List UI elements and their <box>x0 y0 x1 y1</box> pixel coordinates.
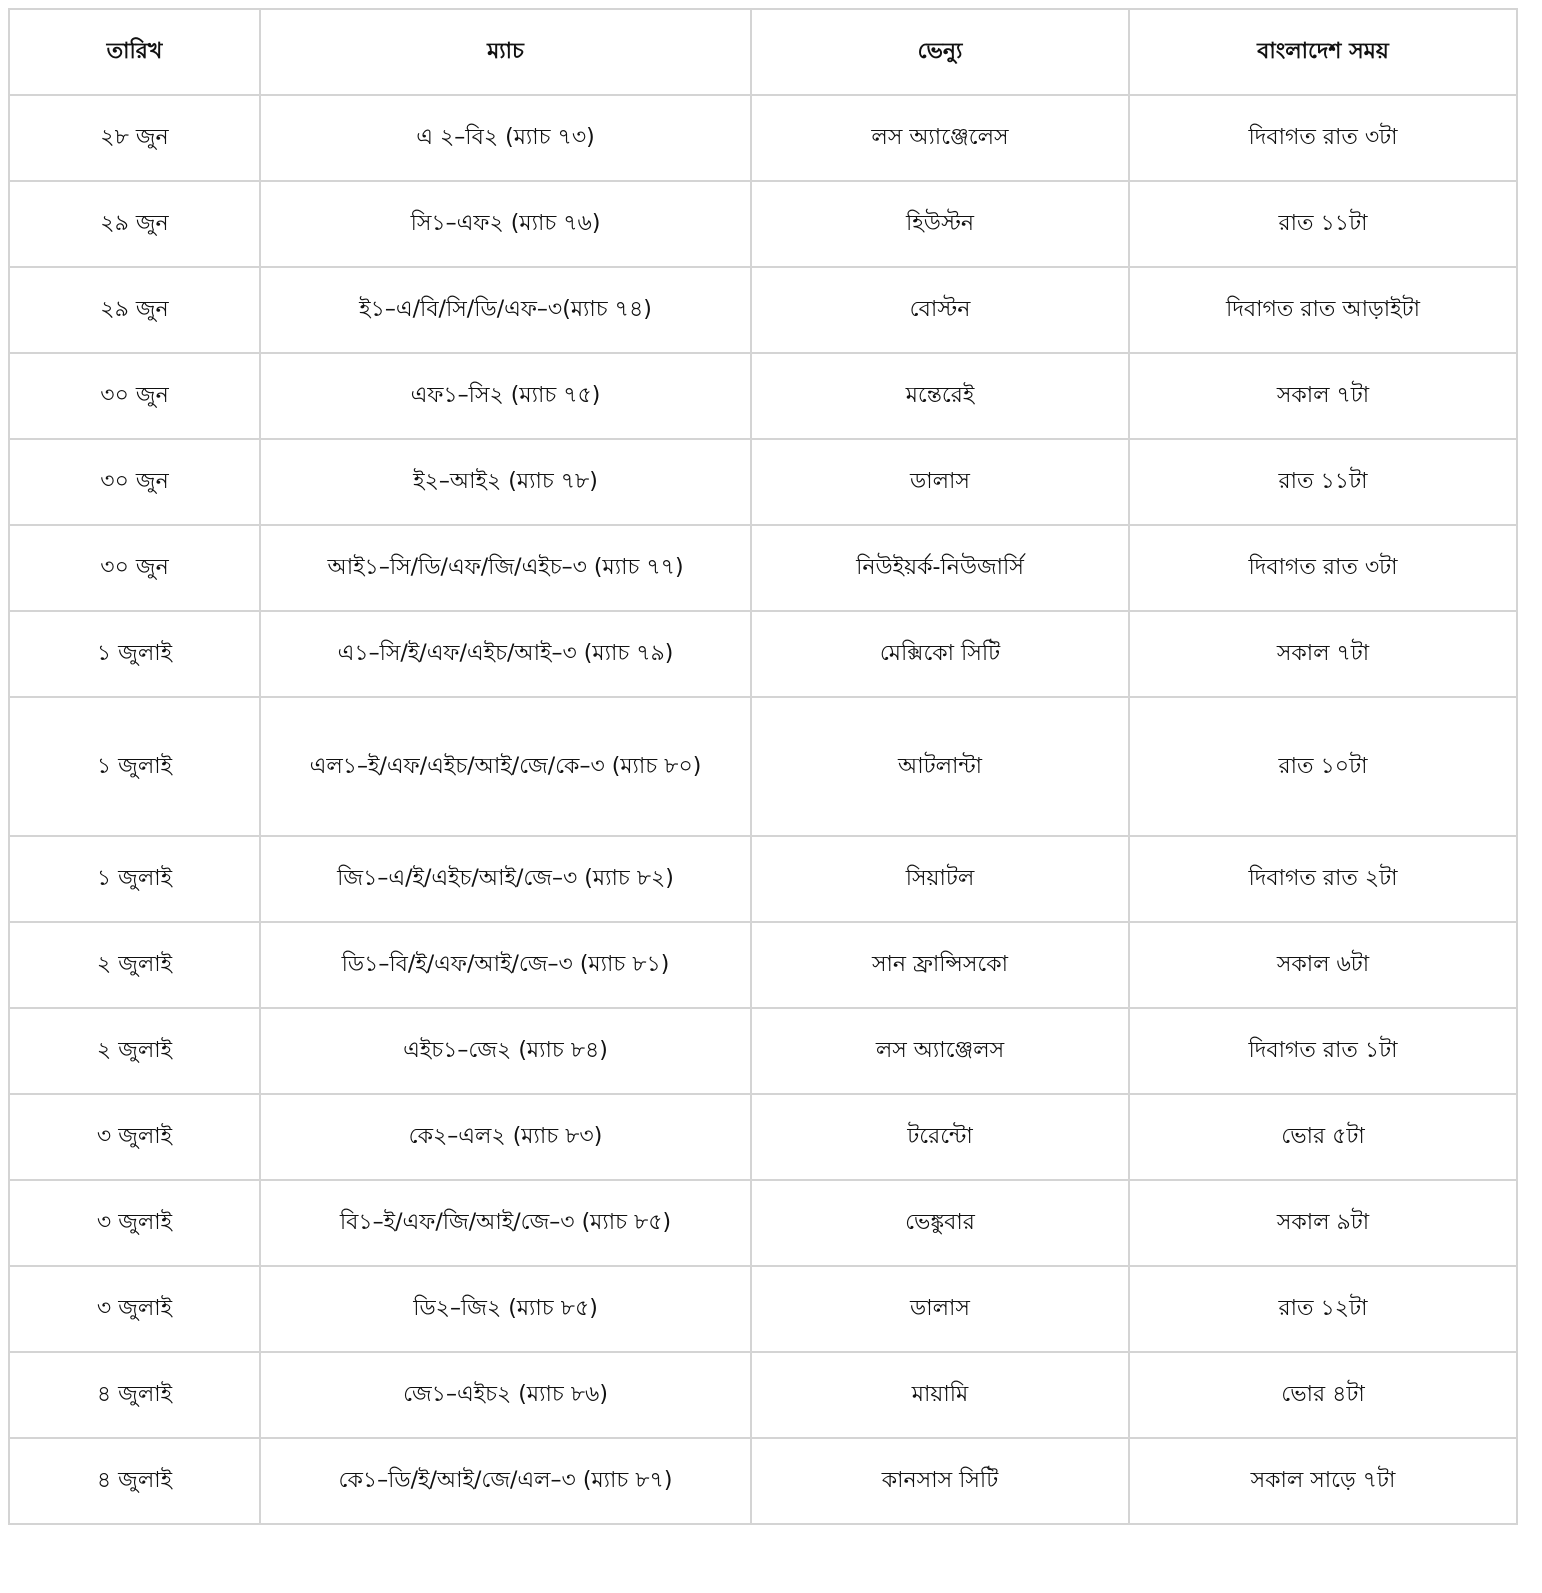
cell-time: সকাল ৭টা <box>1129 353 1517 439</box>
header-bangladesh-time: বাংলাদেশ সময় <box>1129 9 1517 95</box>
cell-venue: মেক্সিকো সিটি <box>751 611 1129 697</box>
cell-date: ২৯ জুন <box>9 181 260 267</box>
table-row <box>9 1438 1517 1524</box>
cell-match: এফ১–সি২ (ম্যাচ ৭৫) <box>260 353 751 439</box>
cell-venue: মন্তেরেই <box>751 353 1129 439</box>
cell-date: ৪ জুলাই <box>9 1352 260 1438</box>
cell-time: সকাল ৬টা <box>1129 922 1517 1008</box>
cell-venue: মায়ামি <box>751 1352 1129 1438</box>
table-row <box>9 1180 1517 1266</box>
table-body <box>9 95 1517 1524</box>
cell-date: ২৮ জুন <box>9 95 260 181</box>
cell-venue: সান ফ্রান্সিসকো <box>751 922 1129 1008</box>
cell-time: ভোর ৫টা <box>1129 1094 1517 1180</box>
table-row <box>9 439 1517 525</box>
table-row <box>9 181 1517 267</box>
header-date: তারিখ <box>9 9 260 95</box>
cell-date: ৩ জুলাই <box>9 1094 260 1180</box>
cell-date: ১ জুলাই <box>9 611 260 697</box>
table-row <box>9 525 1517 611</box>
cell-date: ৩০ জুন <box>9 439 260 525</box>
table-row <box>9 611 1517 697</box>
cell-match: সি১–এফ২ (ম্যাচ ৭৬) <box>260 181 751 267</box>
cell-time: দিবাগত রাত ২টা <box>1129 836 1517 922</box>
cell-time: রাত ১১টা <box>1129 439 1517 525</box>
table-row <box>9 1008 1517 1094</box>
cell-venue: লস অ্যাঞ্জেলেস <box>751 95 1129 181</box>
cell-match: জে১–এইচ২ (ম্যাচ ৮৬) <box>260 1352 751 1438</box>
schedule-table-container <box>8 8 1516 1525</box>
cell-time: ভোর ৪টা <box>1129 1352 1517 1438</box>
cell-venue: টরেন্টো <box>751 1094 1129 1180</box>
cell-time: দিবাগত রাত ১টা <box>1129 1008 1517 1094</box>
table-row <box>9 922 1517 1008</box>
cell-date: ২ জুলাই <box>9 1008 260 1094</box>
cell-date: ৩ জুলাই <box>9 1180 260 1266</box>
header-venue: ভেন্যু <box>751 9 1129 95</box>
table-row <box>9 1352 1517 1438</box>
cell-date: ২৯ জুন <box>9 267 260 353</box>
cell-date: ৩০ জুন <box>9 353 260 439</box>
table-row <box>9 697 1517 836</box>
table-row <box>9 267 1517 353</box>
cell-time: রাত ১১টা <box>1129 181 1517 267</box>
table-row <box>9 353 1517 439</box>
cell-date: ১ জুলাই <box>9 836 260 922</box>
cell-venue: কানসাস সিটি <box>751 1438 1129 1524</box>
cell-time: দিবাগত রাত ৩টা <box>1129 525 1517 611</box>
schedule-table <box>8 8 1518 1525</box>
cell-match: এইচ১–জে২ (ম্যাচ ৮৪) <box>260 1008 751 1094</box>
cell-time: সকাল সাড়ে ৭টা <box>1129 1438 1517 1524</box>
cell-match: এ১–সি/ই/এফ/এইচ/আই–৩ (ম্যাচ ৭৯) <box>260 611 751 697</box>
cell-time: সকাল ৭টা <box>1129 611 1517 697</box>
table-header <box>9 9 1517 95</box>
cell-date: ২ জুলাই <box>9 922 260 1008</box>
cell-match: এ ২–বি২ (ম্যাচ ৭৩) <box>260 95 751 181</box>
cell-match: বি১–ই/এফ/জি/আই/জে–৩ (ম্যাচ ৮৫) <box>260 1180 751 1266</box>
cell-match: ই২–আই২ (ম্যাচ ৭৮) <box>260 439 751 525</box>
cell-match: ডি২–জি২ (ম্যাচ ৮৫) <box>260 1266 751 1352</box>
cell-match: এল১–ই/এফ/এইচ/আই/জে/কে–৩ (ম্যাচ ৮০) <box>260 697 751 836</box>
table-row <box>9 95 1517 181</box>
header-row <box>9 9 1517 95</box>
table-row <box>9 1266 1517 1352</box>
cell-match: ডি১–বি/ই/এফ/আই/জে–৩ (ম্যাচ ৮১) <box>260 922 751 1008</box>
cell-match: ই১–এ/বি/সি/ডি/এফ–৩(ম্যাচ ৭৪) <box>260 267 751 353</box>
cell-date: ৩ জুলাই <box>9 1266 260 1352</box>
cell-time: সকাল ৯টা <box>1129 1180 1517 1266</box>
cell-match: আই১–সি/ডি/এফ/জি/এইচ–৩ (ম্যাচ ৭৭) <box>260 525 751 611</box>
cell-venue: আটলান্টা <box>751 697 1129 836</box>
cell-date: ৩০ জুন <box>9 525 260 611</box>
cell-venue: সিয়াটল <box>751 836 1129 922</box>
cell-time: রাত ১০টা <box>1129 697 1517 836</box>
cell-date: ৪ জুলাই <box>9 1438 260 1524</box>
table-row <box>9 836 1517 922</box>
cell-time: রাত ১২টা <box>1129 1266 1517 1352</box>
cell-match: কে২–এল২ (ম্যাচ ৮৩) <box>260 1094 751 1180</box>
table-row <box>9 1094 1517 1180</box>
cell-time: দিবাগত রাত ৩টা <box>1129 95 1517 181</box>
cell-venue: ডালাস <box>751 439 1129 525</box>
cell-date: ১ জুলাই <box>9 697 260 836</box>
cell-venue: ডালাস <box>751 1266 1129 1352</box>
cell-venue: লস অ্যাঞ্জেলস <box>751 1008 1129 1094</box>
cell-venue: নিউইয়র্ক-নিউজার্সি <box>751 525 1129 611</box>
cell-match: কে১–ডি/ই/আই/জে/এল–৩ (ম্যাচ ৮৭) <box>260 1438 751 1524</box>
cell-venue: হিউস্টন <box>751 181 1129 267</box>
cell-venue: ভেঙ্কুবার <box>751 1180 1129 1266</box>
cell-time: দিবাগত রাত আড়াইটা <box>1129 267 1517 353</box>
header-match: ম্যাচ <box>260 9 751 95</box>
cell-venue: বোস্টন <box>751 267 1129 353</box>
cell-match: জি১–এ/ই/এইচ/আই/জে–৩ (ম্যাচ ৮২) <box>260 836 751 922</box>
